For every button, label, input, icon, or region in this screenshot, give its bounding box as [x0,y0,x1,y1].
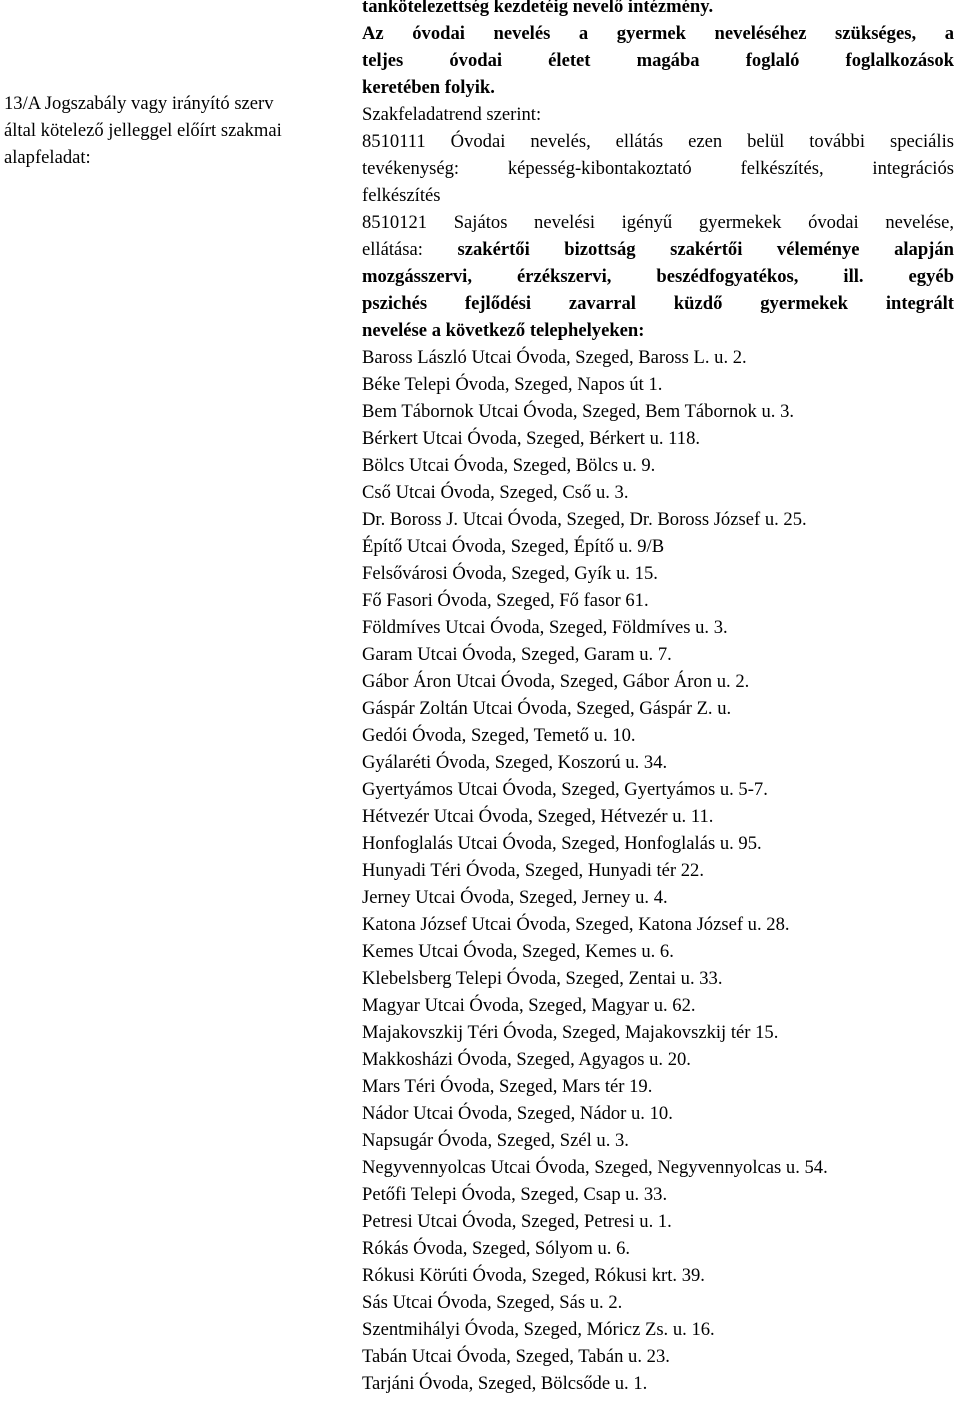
top-block-line: teljes óvodai életet magába foglaló foglalkozások [362,50,954,71]
szakfeladat-item2-bold-line: pszichés fejlődési zavarral küzdő gyermekek integrált [362,293,954,314]
site-list-item: Hétvezér Utcai Óvoda, Szeged, Hétvezér u. 11. [362,806,714,827]
site-list-item: Klebelsberg Telepi Óvoda, Szeged, Zentai u. 33. [362,968,723,989]
szakfeladat-item1-line: felkészítés [362,185,441,206]
site-list-item: Negyvennyolcas Utcai Óvoda, Szeged, Negyvennyolcas u. 54. [362,1157,828,1178]
field-value [362,0,954,1397]
site-list-item: Garam Utcai Óvoda, Szeged, Garam u. 7. [362,644,672,665]
site-list-item: Bölcs Utcai Óvoda, Szeged, Bölcs u. 9. [362,455,656,476]
site-list-item: Bem Tábornok Utcai Óvoda, Szeged, Bem Tábornok u. 3. [362,401,795,422]
field-label-line: által kötelező jelleggel előírt szakmai [4,120,282,141]
site-list-item: Szentmihályi Óvoda, Szeged, Móricz Zs. u. 16. [362,1319,715,1340]
szakfeladat-item2-bold: szakértői bizottság szakértői véleménye alapján [457,239,954,260]
szakfeladat-item1-line: 8510111 Óvodai nevelés, ellátás ezen belül további speciális [362,131,954,152]
site-list-item: Jerney Utcai Óvoda, Szeged, Jerney u. 4. [362,887,668,908]
site-list-item: Honfoglalás Utcai Óvoda, Szeged, Honfoglalás u. 95. [362,833,762,854]
site-list-item: Cső Utcai Óvoda, Szeged, Cső u. 3. [362,482,629,503]
site-list-item: Petőfi Telepi Óvoda, Szeged, Csap u. 33. [362,1184,668,1205]
site-list-item: Nádor Utcai Óvoda, Szeged, Nádor u. 10. [362,1103,673,1124]
site-list-item: Gáspár Zoltán Utcai Óvoda, Szeged, Gáspár Z. u. [362,698,732,719]
site-list-item: Tarjáni Óvoda, Szeged, Bölcsőde u. 1. [362,1373,648,1394]
site-list-item: Bérkert Utcai Óvoda, Szeged, Bérkert u. 118. [362,428,701,449]
field-label-line: 13/A Jogszabály vagy irányító szerv [4,93,274,114]
site-list-item: Sás Utcai Óvoda, Szeged, Sás u. 2. [362,1292,623,1313]
site-list-item: Baross László Utcai Óvoda, Szeged, Baross L. u. 2. [362,347,747,368]
site-list-item: Majakovszkij Téri Óvoda, Szeged, Majakovszkij tér 15. [362,1022,779,1043]
site-list-item: Magyar Utcai Óvoda, Szeged, Magyar u. 62. [362,995,696,1016]
site-list-item: Gyertyámos Utcai Óvoda, Szeged, Gyertyámos u. 5-7. [362,779,768,800]
field-label-line: alapfeladat: [4,147,91,168]
szakfeladat-item2-plain: ellátása: [362,239,458,260]
site-list-item: Hunyadi Téri Óvoda, Szeged, Hunyadi tér 22. [362,860,705,881]
site-list-item: Felsővárosi Óvoda, Szeged, Gyík u. 15. [362,563,658,584]
top-block-line: Az óvodai nevelés a gyermek neveléséhez szükséges, a [362,23,954,44]
field-label [4,90,356,171]
sites-list [362,344,954,1397]
site-list-item: Földmíves Utcai Óvoda, Szeged, Földmíves u. 3. [362,617,728,638]
site-list-item: Kemes Utcai Óvoda, Szeged, Kemes u. 6. [362,941,674,962]
site-list-item: Béke Telepi Óvoda, Szeged, Napos út 1. [362,374,663,395]
site-list-item: Napsugár Óvoda, Szeged, Szél u. 3. [362,1130,629,1151]
site-list-item: Gábor Áron Utcai Óvoda, Szeged, Gábor Áron u. 2. [362,671,750,692]
szakfeladat-item1-line: tevékenység: képesség-kibontakoztató felkészítés, integrációs [362,158,954,179]
top-block-line: keretében folyik. [362,77,495,98]
site-list-item: Mars Téri Óvoda, Szeged, Mars tér 19. [362,1076,653,1097]
szakfeladat-item2-bold-line: nevelése a következő telephelyeken: [362,320,645,341]
site-list-item: Gedói Óvoda, Szeged, Temető u. 10. [362,725,636,746]
szakfeladat-item2-line: 8510121 Sajátos nevelési igényű gyermekek óvodai nevelése, [362,212,954,233]
szakfeladat-item2-bold-line: mozgásszervi, érzékszervi, beszédfogyatékos, ill. egyéb [362,266,954,287]
site-list-item: Makkosházi Óvoda, Szeged, Agyagos u. 20. [362,1049,691,1070]
site-list-item: Dr. Boross J. Utcai Óvoda, Szeged, Dr. Boross József u. 25. [362,509,807,530]
site-list-item: Rókás Óvoda, Szeged, Sólyom u. 6. [362,1238,631,1259]
site-list-item: Építő Utcai Óvoda, Szeged, Építő u. 9/B [362,536,665,557]
top-block-line: tankötelezettség kezdetéig nevelő intézmény. [362,0,714,17]
szakfeladat-heading: Szakfeladatrend szerint: [362,104,542,125]
szakfeladat-item2-line [362,236,954,263]
site-list-item: Fő Fasori Óvoda, Szeged, Fő fasor 61. [362,590,649,611]
site-list-item: Petresi Utcai Óvoda, Szeged, Petresi u. 1. [362,1211,672,1232]
site-list-item: Tabán Utcai Óvoda, Szeged, Tabán u. 23. [362,1346,670,1367]
site-list-item: Rókusi Körúti Óvoda, Szeged, Rókusi krt. 39. [362,1265,705,1286]
site-list-item: Gyálaréti Óvoda, Szeged, Koszorú u. 34. [362,752,668,773]
site-list-item: Katona József Utcai Óvoda, Szeged, Katona József u. 28. [362,914,790,935]
